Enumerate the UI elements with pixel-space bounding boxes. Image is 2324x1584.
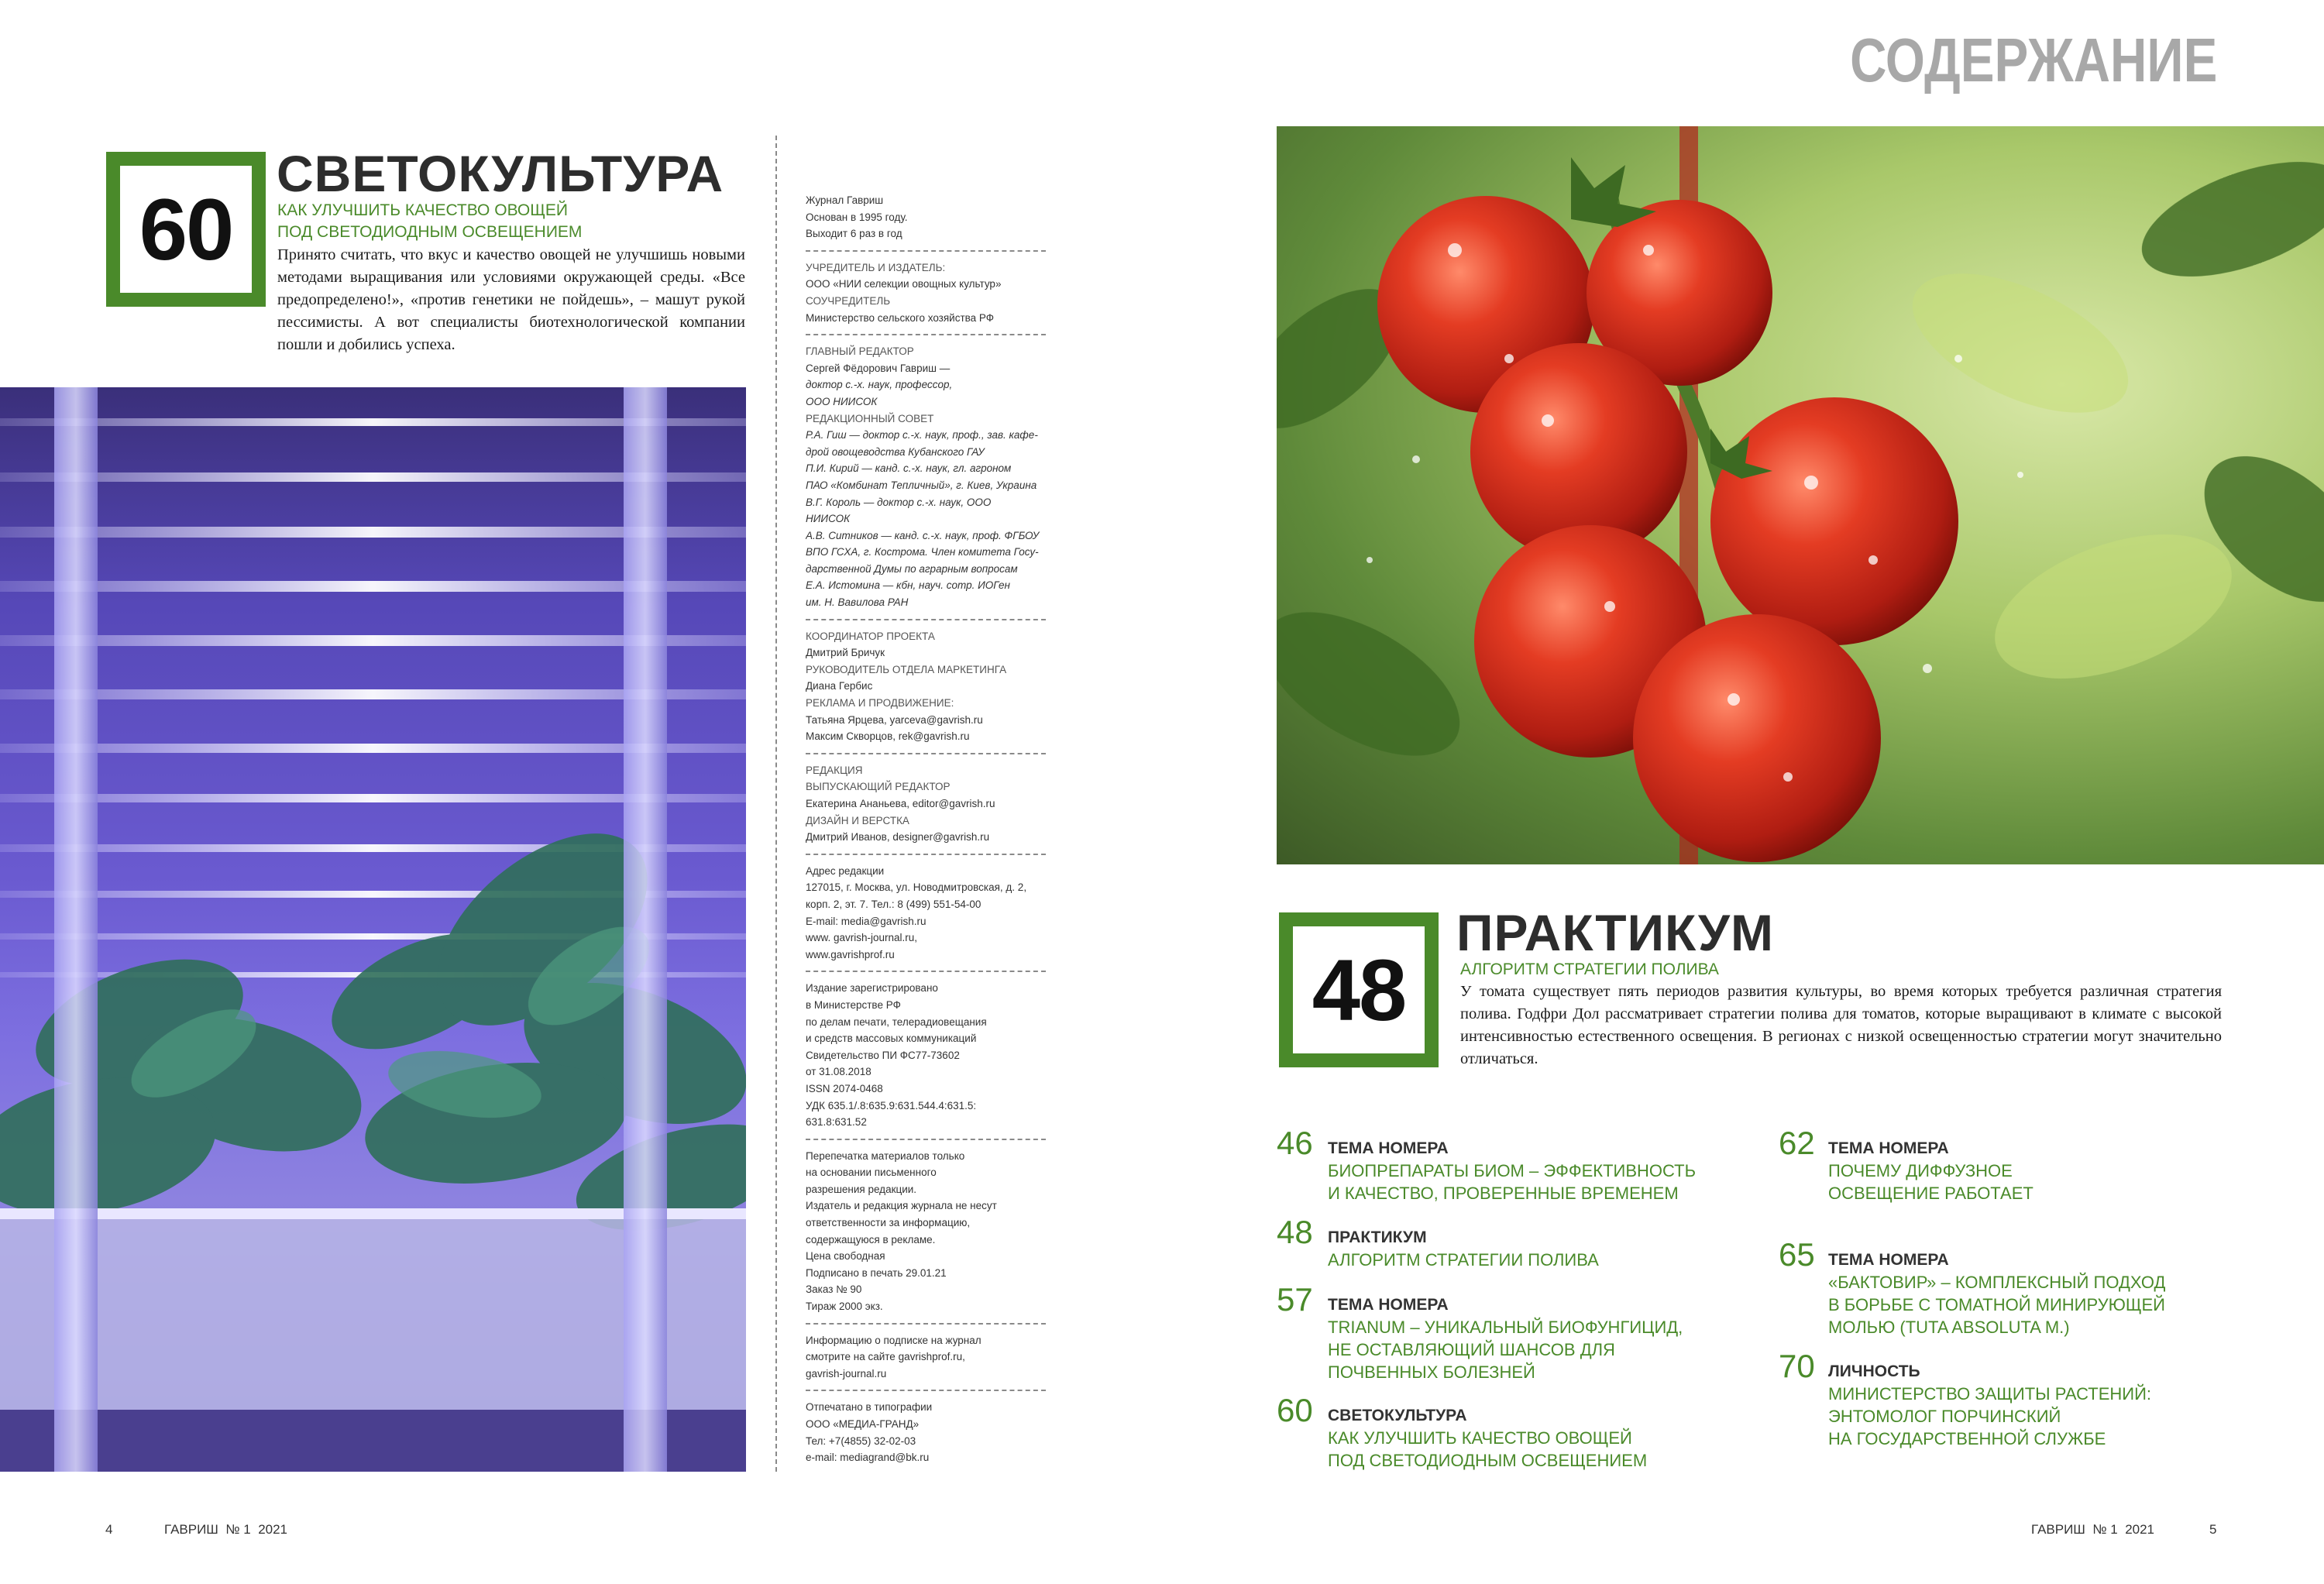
masthead-group-founder: УЧРЕДИТЕЛЬ И ИЗДАТЕЛЬ: ООО «НИИ селекции овощных культур» СОУЧРЕДИТЕЛЬ Министерство сельского хозяйства РФ	[806, 259, 1046, 335]
feature-lead: Принято считать, что вкус и качество овощей не улучшишь новыми методами выращивания или условиями окружающей среды. «Все предопределено!», «против генетики не пойдешь», – машут рукой пессимисты. А вот специалисты биотехнологической компании пошли и добились успеха.	[277, 246, 745, 353]
page-number-left: 4	[105, 1522, 113, 1537]
feature-number: 48	[1312, 941, 1406, 1039]
masthead-group-journal: Журнал Гавриш Основан в 1995 году. Выходит 6 раз в год	[806, 192, 1046, 252]
masthead-group-printer: Отпечатано в типографии ООО «МЕДИА-ГРАНД» Тел: +7(4855) 32-02-03 e-mail: mediagrand@bk.ru	[806, 1401, 933, 1464]
feature-title: СВЕТОКУЛЬТУРА	[277, 145, 724, 202]
feature-number: 60	[139, 180, 233, 278]
masthead-group-editorial-board: ГЛАВНЫЙ РЕДАКТОР Сергей Фёдорович Гавриш — доктор с.-х. наук, профессор, ООО НИИСОК РЕДАКЦИОННЫЙ СОВЕТ Р.А. Гиш — доктор с.-х. наук, проф., зав. кафе- дрой овощеводства Кубанского ГАУ П.И. Кирий — канд. с.-х. наук, гл. агроном ПАО «Комбинат Тепличный», г. Киев, Украина В.Г. Король — доктор с.-х. наук, ООО НИИСОК А.В. Ситников — канд. с.-х. наук, проф. ФГБОУ ВПО ГСХА, г. Кострома. Член комитета Госу- дарственной Думы по аграрным вопросам Е.А. Истомина — кбн, науч. сотр. ИОГен им. Н. Вавилова РАН	[806, 343, 1046, 620]
feature-subtitle: АЛГОРИТМ СТРАТЕГИИ ПОЛИВА	[1460, 960, 1719, 978]
feature-number-box	[1279, 912, 1439, 1067]
grow-lights-illustration	[0, 387, 746, 1472]
tomato-photo	[1277, 126, 2324, 864]
feature-lead: У томата существует пять периодов развития культуры, во время которых требуется различная стратегия полива. Годфри Дол рассматривает стратегии полива для томатов, которые выращивают в климате с высокой интенсивностью естественного освещения. В регионах с низкой освещенностью стратегии могут значительно отличаться.	[1460, 983, 2222, 1067]
footer-journal-left: ГАВРИШ № 1 2021	[164, 1522, 288, 1537]
feature-number-box	[106, 152, 266, 307]
footer-journal-right: ГАВРИШ № 1 2021	[2031, 1522, 2155, 1537]
feature-title: ПРАКТИКУМ	[1456, 904, 1774, 961]
masthead-group-editors: РЕДАКЦИЯ ВЫПУСКАЮЩИЙ РЕДАКТОР Екатерина Ананьева, editor@gavrish.ru ДИЗАЙН И ВЕРСТКА Дмитрий Иванов, designer@gavrish.ru	[806, 762, 1046, 855]
masthead-divider	[775, 136, 777, 1472]
masthead-group-reprint: Перепечатка материалов только на основании письменного разрешения редакции. Издатель и редакция журнала не несут ответственности за информацию, содержащуюся в рекламе. Цена свободная Подписано в печать 29.01.21 Заказ № 90 Тираж 2000 экз.	[806, 1148, 1046, 1325]
masthead-group-registration: Издание зарегистрировано в Министерстве РФ по делам печати, телерадиовещания и средств массовых коммуникаций Свидетельство ПИ ФС77-73602 от 31.08.2018 ISSN 2074-0468 УДК 635.1/.8:635.9:631.544.4:631.5: 631.8:631.52	[806, 980, 1046, 1139]
masthead	[806, 192, 1046, 1482]
masthead-group-address: Адрес редакции 127015, г. Москва, ул. Новодмитровская, д. 2, корп. 2, эт. 7. Тел.: 8 (499) 551-54-00 E-mail: media@gavrish.ru www. gavrish-journal.ru, www.gavrishprof.ru	[806, 863, 1046, 973]
page-title: СОДЕРЖАНИЕ	[1849, 26, 2217, 94]
page-number-right: 5	[2209, 1522, 2217, 1537]
tomato-illustration	[1277, 126, 2324, 864]
masthead-group-subscription: Информацию о подписке на журнал смотрите на сайте gavrishprof.ru, gavrish-journal.ru	[806, 1332, 1046, 1392]
masthead-group-marketing: КООРДИНАТОР ПРОЕКТА Дмитрий Бричук РУКОВОДИТЕЛЬ ОТДЕЛА МАРКЕТИНГА Диана Гербис РЕКЛАМА И ПРОДВИЖЕНИЕ: Татьяна Ярцева, yarceva@gavrish.ru Максим Скворцов, rek@gavrish.ru	[806, 628, 1046, 754]
feature-subtitle: КАК УЛУЧШИТЬ КАЧЕСТВО ОВОЩЕЙ ПОД СВЕТОДИОДНЫМ ОСВЕЩЕНИЕМ	[277, 201, 583, 241]
grow-lights-photo	[0, 387, 746, 1472]
